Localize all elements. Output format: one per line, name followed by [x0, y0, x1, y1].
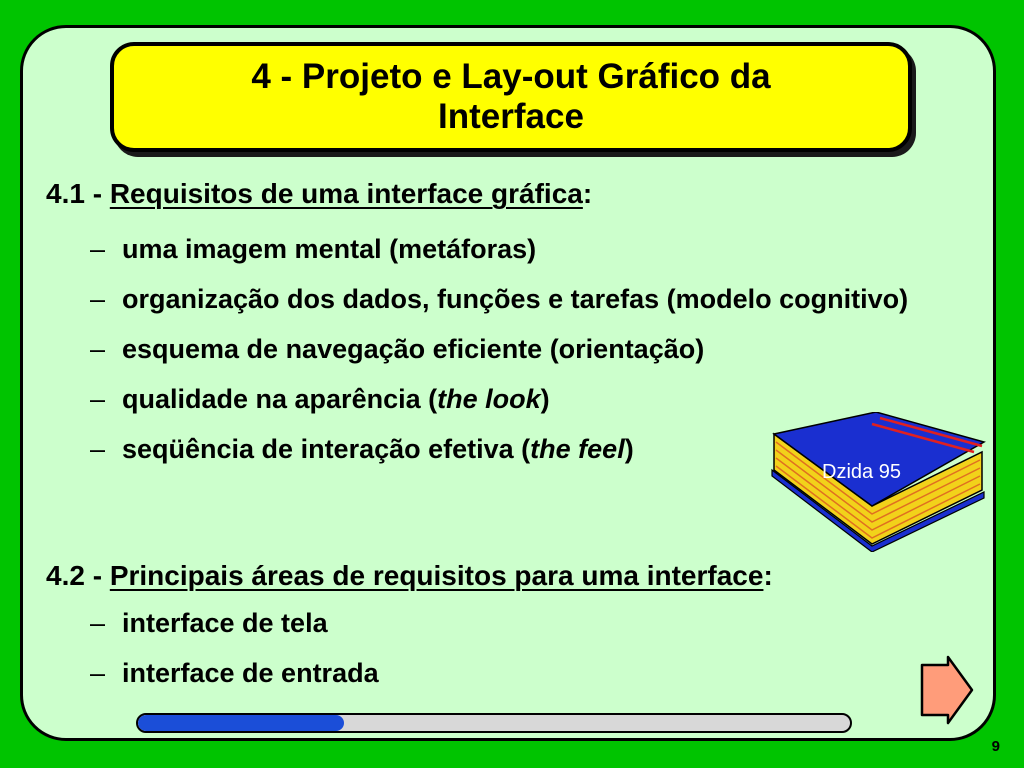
- dash-bullet: –: [90, 384, 106, 414]
- list-item-emphasis: the feel: [530, 434, 625, 464]
- slide-title: [110, 42, 912, 152]
- book-label: Dzida 95: [822, 461, 901, 483]
- dash-bullet: –: [90, 658, 106, 688]
- title-line-2: Interface: [438, 97, 584, 136]
- dash-bullet: –: [90, 234, 106, 264]
- progress-fill: [138, 715, 344, 731]
- list-item: [90, 332, 970, 366]
- dash-bullet: –: [90, 608, 106, 638]
- section-2-suffix: :: [763, 560, 773, 591]
- list-item: [90, 382, 970, 416]
- dash-bullet: –: [90, 334, 106, 364]
- list-item-text: interface de entrada: [122, 658, 379, 688]
- list-item-text: ): [540, 384, 550, 414]
- dash-bullet: –: [90, 434, 106, 464]
- dash-bullet: –: [90, 284, 106, 314]
- list-item: [90, 606, 970, 640]
- list-item-text: interface de tela: [122, 608, 328, 638]
- list-item: [90, 282, 962, 316]
- list-item-emphasis: the look: [437, 384, 541, 414]
- section-2-heading: [46, 560, 773, 592]
- next-arrow-icon[interactable]: [918, 655, 974, 725]
- list-item-text: qualidade na aparência (: [122, 384, 438, 414]
- section-1-prefix: 4.1 -: [46, 178, 110, 209]
- section-1-title: Requisitos de uma interface gráfica: [109, 178, 583, 209]
- list-item-text: seqüência de interação efetiva (: [122, 434, 531, 464]
- page-number: 9: [991, 738, 1000, 755]
- progress-bar: [136, 713, 852, 733]
- list-item-text: ): [624, 434, 634, 464]
- list-item-text: esquema de navegação eficiente (orientação): [122, 334, 705, 364]
- section-1-suffix: :: [582, 178, 593, 209]
- section-2-list: [90, 606, 970, 690]
- section-1-heading: [46, 178, 592, 210]
- section-2-prefix: 4.2 -: [46, 560, 110, 591]
- list-item: [90, 656, 970, 690]
- section-2-title: Principais áreas de requisitos para uma interface: [109, 560, 764, 591]
- list-item: [90, 232, 970, 266]
- list-item-text: uma imagem mental (metáforas): [122, 234, 537, 264]
- list-item-text: organização dos dados, funções e tarefas (modelo cognitivo): [122, 284, 909, 314]
- title-line-1: 4 - Projeto e Lay-out Gráfico da: [251, 57, 771, 96]
